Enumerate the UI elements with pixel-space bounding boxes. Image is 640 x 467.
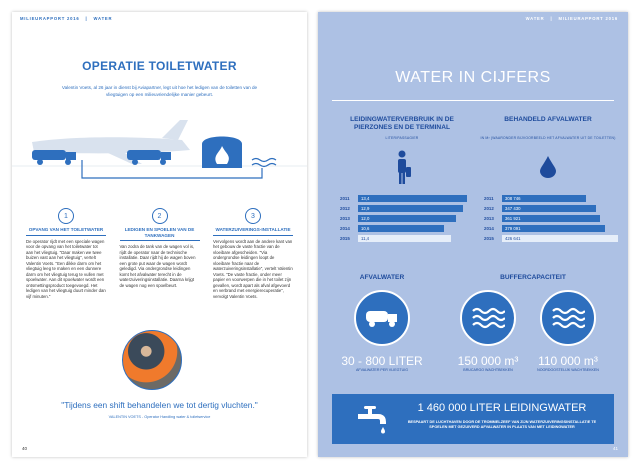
- header-section: WATER: [93, 16, 113, 21]
- step-3: [213, 208, 293, 299]
- leiding-bar-chart: [340, 194, 480, 244]
- left-header: [12, 12, 307, 25]
- process-illustration: [12, 116, 307, 196]
- bar-category-label: 2015: [484, 235, 494, 241]
- bar-category-label: 2014: [340, 225, 350, 231]
- bar-track: [358, 225, 480, 232]
- right-header: [318, 12, 628, 25]
- bar-track: [502, 225, 624, 232]
- waves-icon: [471, 306, 505, 330]
- header-report: MILIEURAPPORT 2016: [558, 16, 618, 21]
- bar-row: [340, 204, 480, 213]
- bar-value-label: 379 091: [505, 225, 521, 231]
- treatment-plant-icon: [202, 137, 242, 169]
- traveller-icon: [394, 150, 412, 186]
- bar-value-label: 11,4: [361, 235, 370, 241]
- bar-track: [358, 195, 480, 202]
- step-number: 3: [245, 208, 261, 224]
- title-rule: [332, 100, 614, 101]
- savings-band: [332, 394, 614, 444]
- step-1: [26, 208, 106, 299]
- leiding-title: LEIDINGWATERVERBRUIK IN DE PIERZONES EN DE TERMINAL: [350, 116, 454, 131]
- intro-text: Valentin Voets, al 26 jaar in dienst bij Aviapartner, legt uit hoe het ledigen van de toiletten van de vliegtuigen op een milieuvriendelijke manier gebeurt.: [61, 85, 258, 97]
- bar-row: [484, 234, 624, 243]
- step-body: Vervolgens wordt aan de andere kant van het gebouw de vaste fractie van de vloeibare afgescheiden. "Via ondergrondse leidingen loopt de vloeibare fractie naar de waterzuiveringsinstallatie", vertelt Valentin Voets. "De vaste fractie, onder meer papier en voorwerpen die in het toilet zijn gevallen, wordt apart als afval afgevoerd en verbrand met energierecuperatie", vervolgt Valentin Voets.: [213, 238, 293, 299]
- bar-track: [502, 235, 624, 242]
- pull-quote: "Tijdens een shift behandelen we tot dertig vluchten.": [61, 400, 258, 410]
- left-page: [12, 12, 307, 457]
- bar-value-label: 10,6: [361, 225, 370, 231]
- afvalwater-title: AFVALWATER: [359, 274, 405, 281]
- buffer-value-1: 150 000 m³: [457, 354, 519, 368]
- header-separator: |: [550, 16, 553, 21]
- waves-icon: [551, 306, 585, 330]
- step-body: De operator rijdt met een speciale wagen voor de opvang van het toiletwater tot aan het vliegtuig. "Daar maken we twee buizen vast aan het vliegtuig", vertelt Valentin Voets. "Een dikke darm om het vliegtuig leeg te maken en een dunnere darm om het vliegtuig terug te vullen met spoelwater. Aan dit spoelwater wordt een ontsmettingsproduct toegevoegd. Het ledigen van het vliegtuig duurt minder dan vijf minuten.": [26, 238, 106, 299]
- bar-row: [484, 204, 624, 213]
- bar-value-label: 13,4: [361, 195, 370, 201]
- bar-category-label: 2012: [484, 205, 494, 211]
- bar: [358, 205, 463, 212]
- right-page: [318, 12, 628, 457]
- bar-value-label: 308 746: [505, 195, 521, 201]
- step-number: 2: [152, 208, 168, 224]
- buffer-value-2: 110 000 m³: [538, 354, 598, 368]
- quote-source: VALENTIN VOETS - Operator Handling water & toiletservice: [108, 415, 211, 419]
- bar-category-label: 2014: [484, 225, 494, 231]
- water-drop-icon: [540, 156, 556, 178]
- header-separator: |: [85, 16, 88, 21]
- step-title: WATERZUIVERINGS-INSTALLATIE: [213, 227, 293, 236]
- bar: [358, 215, 456, 222]
- bar-category-label: 2011: [340, 195, 350, 201]
- leiding-subtitle: LITER/PASSAGIER: [385, 136, 419, 140]
- header-report: MILIEURAPPORT 2016: [20, 16, 80, 21]
- savings-subtitle: BESPAART DE LUCHTHAVEN DOOR DE TROMMELZEEF VAN ZIJN WATERZUIVERINGSINSTALLATIE TE SPOELEN MET GEZUIVERD AFVALWATER IN PLAATS VAN MET LEIDINGWATER: [407, 420, 597, 429]
- savings-title: 1 460 000 LITER LEIDINGWATER: [417, 402, 587, 414]
- buffer-circle-1: [460, 290, 516, 346]
- step-title: LEDIGEN EN SPOELEN VAN DE TANKWAGEN: [120, 227, 200, 241]
- tanker-truck-icon-1: [32, 150, 76, 165]
- header-section: WATER: [525, 16, 545, 21]
- bar-row: [484, 194, 624, 203]
- bar-track: [502, 205, 624, 212]
- bar-value-label: 12,9: [361, 205, 370, 211]
- bar-row: [340, 214, 480, 223]
- bar: [358, 195, 467, 202]
- bar-category-label: 2012: [340, 205, 350, 211]
- bar-track: [358, 215, 480, 222]
- page-title: OPERATIE TOILETWATER: [82, 59, 237, 73]
- buffer-circle-2: [540, 290, 596, 346]
- bar-track: [502, 195, 624, 202]
- bar-row: [340, 194, 480, 203]
- page-number-right: 41: [612, 446, 618, 451]
- tanker-truck-icon: [365, 307, 399, 329]
- bar: [358, 225, 444, 232]
- water-waves-icon: [252, 159, 276, 167]
- step-2: [120, 208, 200, 299]
- bar-track: [358, 205, 480, 212]
- bar-category-label: 2013: [340, 215, 350, 221]
- afvalwater-caption: AFVALWATER PER VLIEGTUIG: [356, 368, 408, 372]
- step-number: 1: [58, 208, 74, 224]
- step-body: Van zodra de tank van de wagen vol is, rijdt de operator naar de technische installatie. Daar rijdt hij de wagen boven een grote put waar de wagen wordt geledigd. Via ondergrondse leidingen komt het afvalwater terecht in de waterzuiveringsinstallatie. Daarna krijgt de wagen nog een spoelbeurt.: [119, 244, 196, 288]
- bar-value-label: 347 430: [505, 205, 521, 211]
- bar-value-label: 426 641: [505, 235, 521, 241]
- bar-row: [484, 224, 624, 233]
- bar-category-label: 2015: [340, 235, 350, 241]
- bar-value-label: 361 921: [505, 215, 521, 221]
- bar-row: [340, 224, 480, 233]
- buffer-caption-1: BRUCARGO WACHTBEKKEN: [463, 368, 513, 372]
- behandeld-bar-chart: [484, 194, 624, 244]
- tanker-truck-icon-2: [127, 150, 171, 165]
- bar-row: [340, 234, 480, 243]
- faucet-icon: [356, 404, 390, 436]
- afvalwater-value: 30 - 800 LITER: [341, 354, 423, 368]
- operator-photo: [122, 330, 182, 390]
- behandeld-subtitle: IN M³ (WAARONDER BIJVOORBEELD HET AFVALWATER UIT DE TOILETTEN): [480, 136, 616, 140]
- bar-track: [358, 235, 480, 242]
- page-number-left: 40: [22, 446, 28, 451]
- page-title: WATER IN CIJFERS: [395, 69, 551, 86]
- step-title: OPVANG VAN HET TOILETWATER: [26, 227, 106, 236]
- behandeld-title: BEHANDELD AFVALWATER: [504, 116, 592, 123]
- process-steps: [26, 208, 293, 299]
- afvalwater-circle: [354, 290, 410, 346]
- bar-value-label: 12,0: [361, 215, 370, 221]
- bar-category-label: 2013: [484, 215, 494, 221]
- buffer-caption-2: NOORDOOSTELIJK WACHTBEKKEN: [537, 368, 599, 372]
- bar-track: [502, 215, 624, 222]
- bar: [358, 235, 451, 242]
- bar-category-label: 2011: [484, 195, 494, 201]
- buffer-title: BUFFERCAPACITEIT: [500, 274, 566, 281]
- bar-row: [484, 214, 624, 223]
